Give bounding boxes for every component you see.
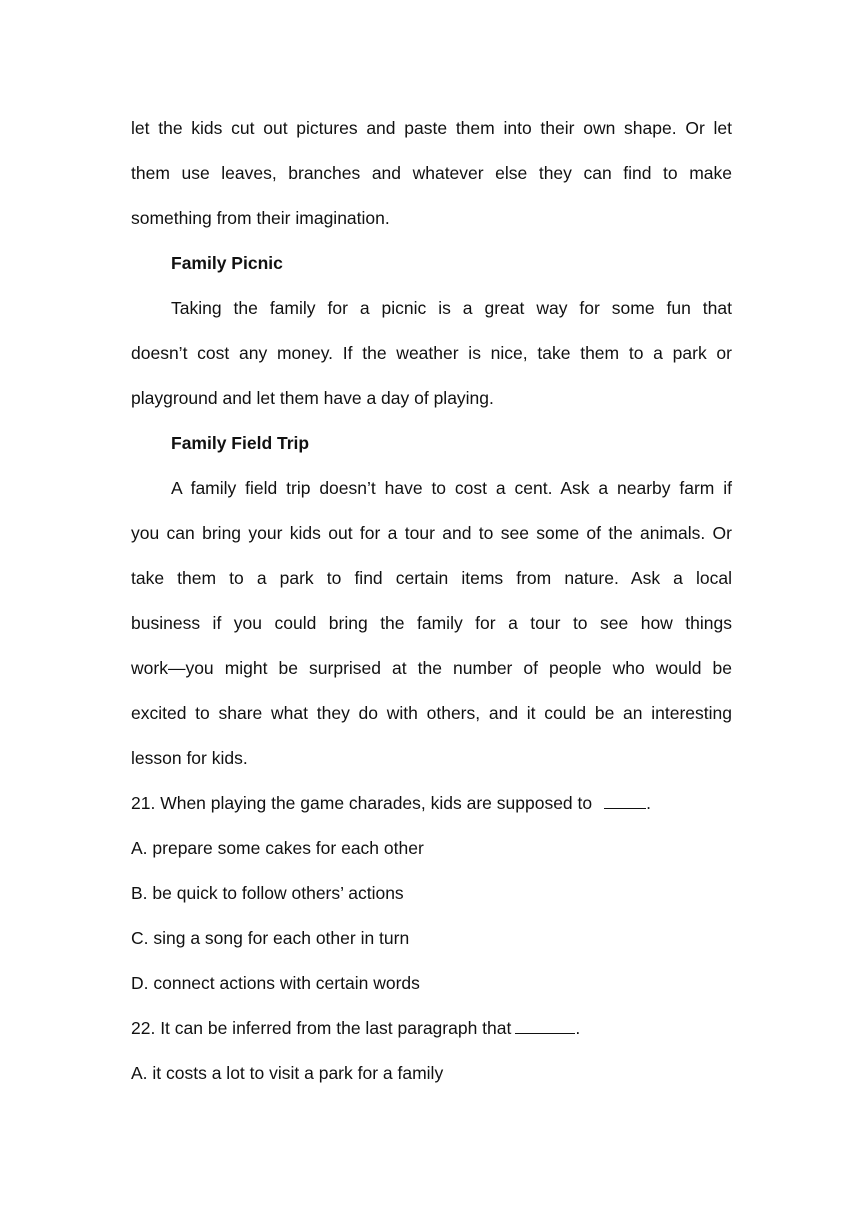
question-stem-text: 21. When playing the game charades, kids are supposed to: [131, 793, 593, 813]
question-22-stem: [131, 1012, 732, 1057]
question-21-option-b: B. be quick to follow others’ actions: [131, 883, 404, 903]
question-end-punct: .: [575, 1018, 581, 1038]
paragraph-line: let the kids cut out pictures and paste them into their own shape. Or let: [131, 118, 732, 138]
question-21-stem: [131, 787, 732, 832]
paragraph-line: doesn’t cost any money. If the weather is nice, take them to a park or: [131, 343, 732, 363]
question-22-option-a: A. it costs a lot to visit a park for a family: [131, 1063, 444, 1083]
section-heading-field-trip: Family Field Trip: [171, 433, 310, 453]
paragraph-line: lesson for kids.: [131, 748, 248, 768]
answer-blank: [604, 788, 646, 809]
paragraph-line: take them to a park to find certain items from nature. Ask a local: [131, 568, 732, 588]
paragraph-line: A family field trip doesn’t have to cost a cent. Ask a nearby farm if: [171, 478, 732, 498]
question-21-option-d: D. connect actions with certain words: [131, 973, 420, 993]
paragraph-line: you can bring your kids out for a tour and to see some of the animals. Or: [131, 523, 732, 543]
paragraph-line: Taking the family for a picnic is a great way for some fun that: [171, 298, 732, 318]
answer-blank: [515, 1013, 575, 1034]
question-21-option-a: A. prepare some cakes for each other: [131, 838, 424, 858]
paragraph-line: playground and let them have a day of playing.: [131, 388, 494, 408]
paragraph-line: them use leaves, branches and whatever else they can find to make: [131, 163, 732, 183]
section-heading-picnic: Family Picnic: [171, 253, 283, 273]
document-body: [131, 112, 732, 1102]
question-stem-text: 22. It can be inferred from the last paragraph that: [131, 1018, 512, 1038]
paragraph-line: excited to share what they do with others, and it could be an interesting: [131, 703, 732, 723]
question-21-option-c: C. sing a song for each other in turn: [131, 928, 410, 948]
paragraph-line: business if you could bring the family for a tour to see how things: [131, 613, 732, 633]
paragraph-line: something from their imagination.: [131, 208, 390, 228]
question-end-punct: .: [646, 793, 651, 813]
paragraph-line: work—you might be surprised at the number of people who would be: [131, 658, 732, 678]
